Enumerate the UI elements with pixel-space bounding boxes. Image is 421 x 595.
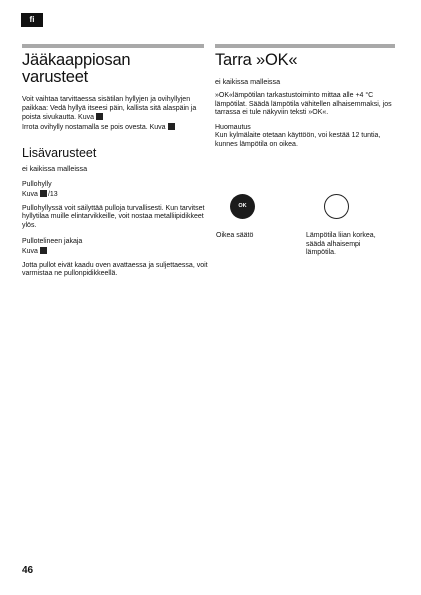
bottle-shelf-figure-ref: Kuva /13 (22, 190, 58, 198)
note-title: Huomautus (215, 123, 251, 131)
bottle-shelf-title: Pullohylly (22, 181, 52, 189)
bottle-holder-title: Pullotelineen jakaja (22, 238, 83, 246)
accessories-title: Lisävarusteet (22, 146, 97, 161)
bottle-holder-figure-ref: Kuva (22, 247, 208, 257)
language-tab: fi (21, 13, 43, 27)
blank-symbol-icon (324, 194, 349, 219)
ok-caption: Oikea säätö (216, 232, 254, 239)
left-column (22, 52, 208, 279)
figure-icon (96, 113, 103, 120)
section-rule-right (215, 44, 395, 48)
shelf-instructions: Voit vaihtaa tarvittaessa sisätilan hyllyjen ja ovihyllyjen paikkaa: Vedä hyllyä itseesi päin, kallista sitä alaspäin ja poista sivukautta. Kuva (22, 96, 197, 122)
note-text: Kun kylmälaite otetaan käyttöön, voi kestää 12 tuntia, kunnes lämpötila on oikea. (215, 132, 381, 148)
fridge-accessories-title: Jääkaappiosan varusteet (22, 51, 131, 86)
right-column (215, 52, 397, 150)
figure-icon (40, 247, 47, 254)
figure-icon (168, 123, 175, 130)
accessories-availability-note: ei kaikissa malleissa (22, 164, 88, 174)
warn-caption: Lämpötila liian korkea, säädä alhaisempi lämpötila. (306, 232, 376, 257)
door-shelf-instructions: Irrota ovihylly nostamalla se pois ovesta. Kuva (22, 123, 208, 133)
ok-sticker-text: »OK«lämpötilan tarkastustoiminto mittaa alle +4 °C lämpötilat. Säädä lämpötila vähitellen alhaisemmaksi, jos tarrassa ei tule näkyviin teksti »OK«. (215, 92, 392, 117)
bottle-holder-text: Jotta pullot eivät kaadu oven avattaessa ja suljettaessa, voit varmistaa ne pullonpidikkeellä. (22, 261, 208, 278)
page-number: 46 (22, 565, 34, 576)
ok-sticker-title: Tarra »OK« (215, 51, 298, 69)
bottle-shelf-text: Pullohyllyssä voit säilyttää pulloja turvallisesti. Kun tarvitset hyllytilaa muille elintarvikkeille, voit nostaa metalliipidikkeet ylös. (22, 204, 205, 229)
ok-symbol-icon: OK (230, 194, 255, 219)
figure-icon (40, 190, 47, 197)
ok-sticker-availability-note: ei kaikissa malleissa (215, 77, 281, 86)
section-rule-left (22, 44, 204, 48)
